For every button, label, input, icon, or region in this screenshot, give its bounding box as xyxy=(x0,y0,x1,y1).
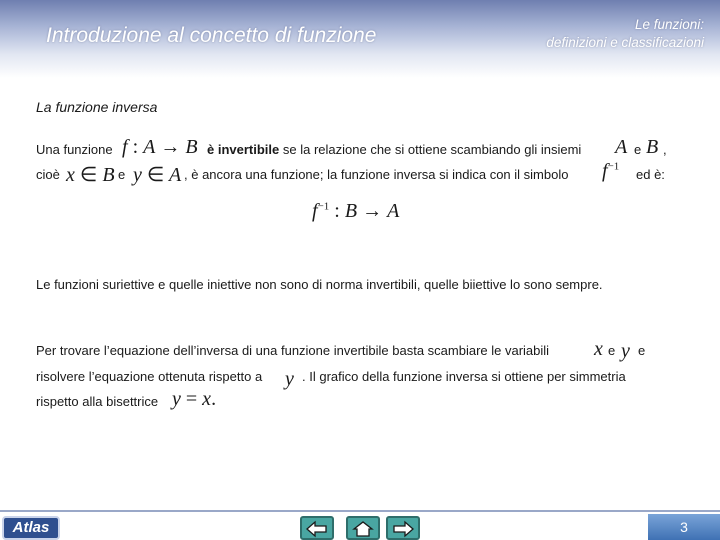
symbol-x: x xyxy=(594,338,603,360)
back-button[interactable] xyxy=(300,516,334,540)
text-per-trovare: Per trovare l’equazione dell’inversa di una funzione invertibile basta scambiare le variabili xyxy=(36,343,550,358)
forward-arrow-icon xyxy=(391,520,415,538)
home-icon xyxy=(351,520,375,538)
text-e-2: e xyxy=(118,167,126,182)
paragraph-suriettive: Le funzioni suriettive e quelle iniettive non sono di norma invertibili, quelle biiettive lo sono sempre. xyxy=(36,277,603,292)
formula-x-in-b: x ∈ B xyxy=(66,164,115,186)
formula-y-equals-x: y = x. xyxy=(172,388,217,410)
formula-y-in-a: y ∈ A xyxy=(133,164,182,186)
text-una-funzione: Una funzione xyxy=(36,142,113,157)
text-grafico: . Il grafico della funzione inversa si ottiene per simmetria xyxy=(302,369,626,384)
symbol-f-inverse: $f^{-1}$ xyxy=(602,160,620,182)
text-bisettrice: rispetto alla bisettrice xyxy=(36,394,159,409)
text-ed-e: ed è: xyxy=(636,167,665,182)
symbol-y-2: y xyxy=(285,368,294,390)
section-title: La funzione inversa xyxy=(36,99,158,115)
slide-subtitle xyxy=(546,16,704,52)
formula-f-a-to-b: f : A → B xyxy=(122,136,198,158)
symbol-A: A xyxy=(615,136,628,158)
formula-f-inverse-b-to-a: $f^{-1}$ : B → A xyxy=(312,200,400,222)
text-e-4: e xyxy=(638,343,646,358)
symbol-y: y xyxy=(621,340,630,362)
text-cioe: cioè xyxy=(36,167,60,182)
text-comma: , xyxy=(663,142,667,157)
page-number: 3 xyxy=(648,514,720,540)
forward-button[interactable] xyxy=(386,516,420,540)
home-button[interactable] xyxy=(346,516,380,540)
text-ancora-funzione: , è ancora una funzione; la funzione inversa si indica con il simbolo xyxy=(184,167,569,182)
slide-title: Introduzione al concetto di funzione xyxy=(46,24,377,47)
atlas-logo: Atlas xyxy=(2,516,60,540)
symbol-B: B xyxy=(646,136,659,158)
text-risolvere: risolvere l’equazione ottenuta rispetto a xyxy=(36,369,263,384)
text-e: e xyxy=(634,142,642,157)
text-e-3: e xyxy=(608,343,616,358)
subtitle-line-1: Le funzioni: xyxy=(634,17,704,32)
back-arrow-icon xyxy=(305,520,329,538)
text-invertibile: è invertibile se la relazione che si ottiene scambiando gli insiemi xyxy=(207,142,582,157)
subtitle-line-2: definizioni e classificazioni xyxy=(546,35,704,50)
footer-divider xyxy=(0,510,720,512)
